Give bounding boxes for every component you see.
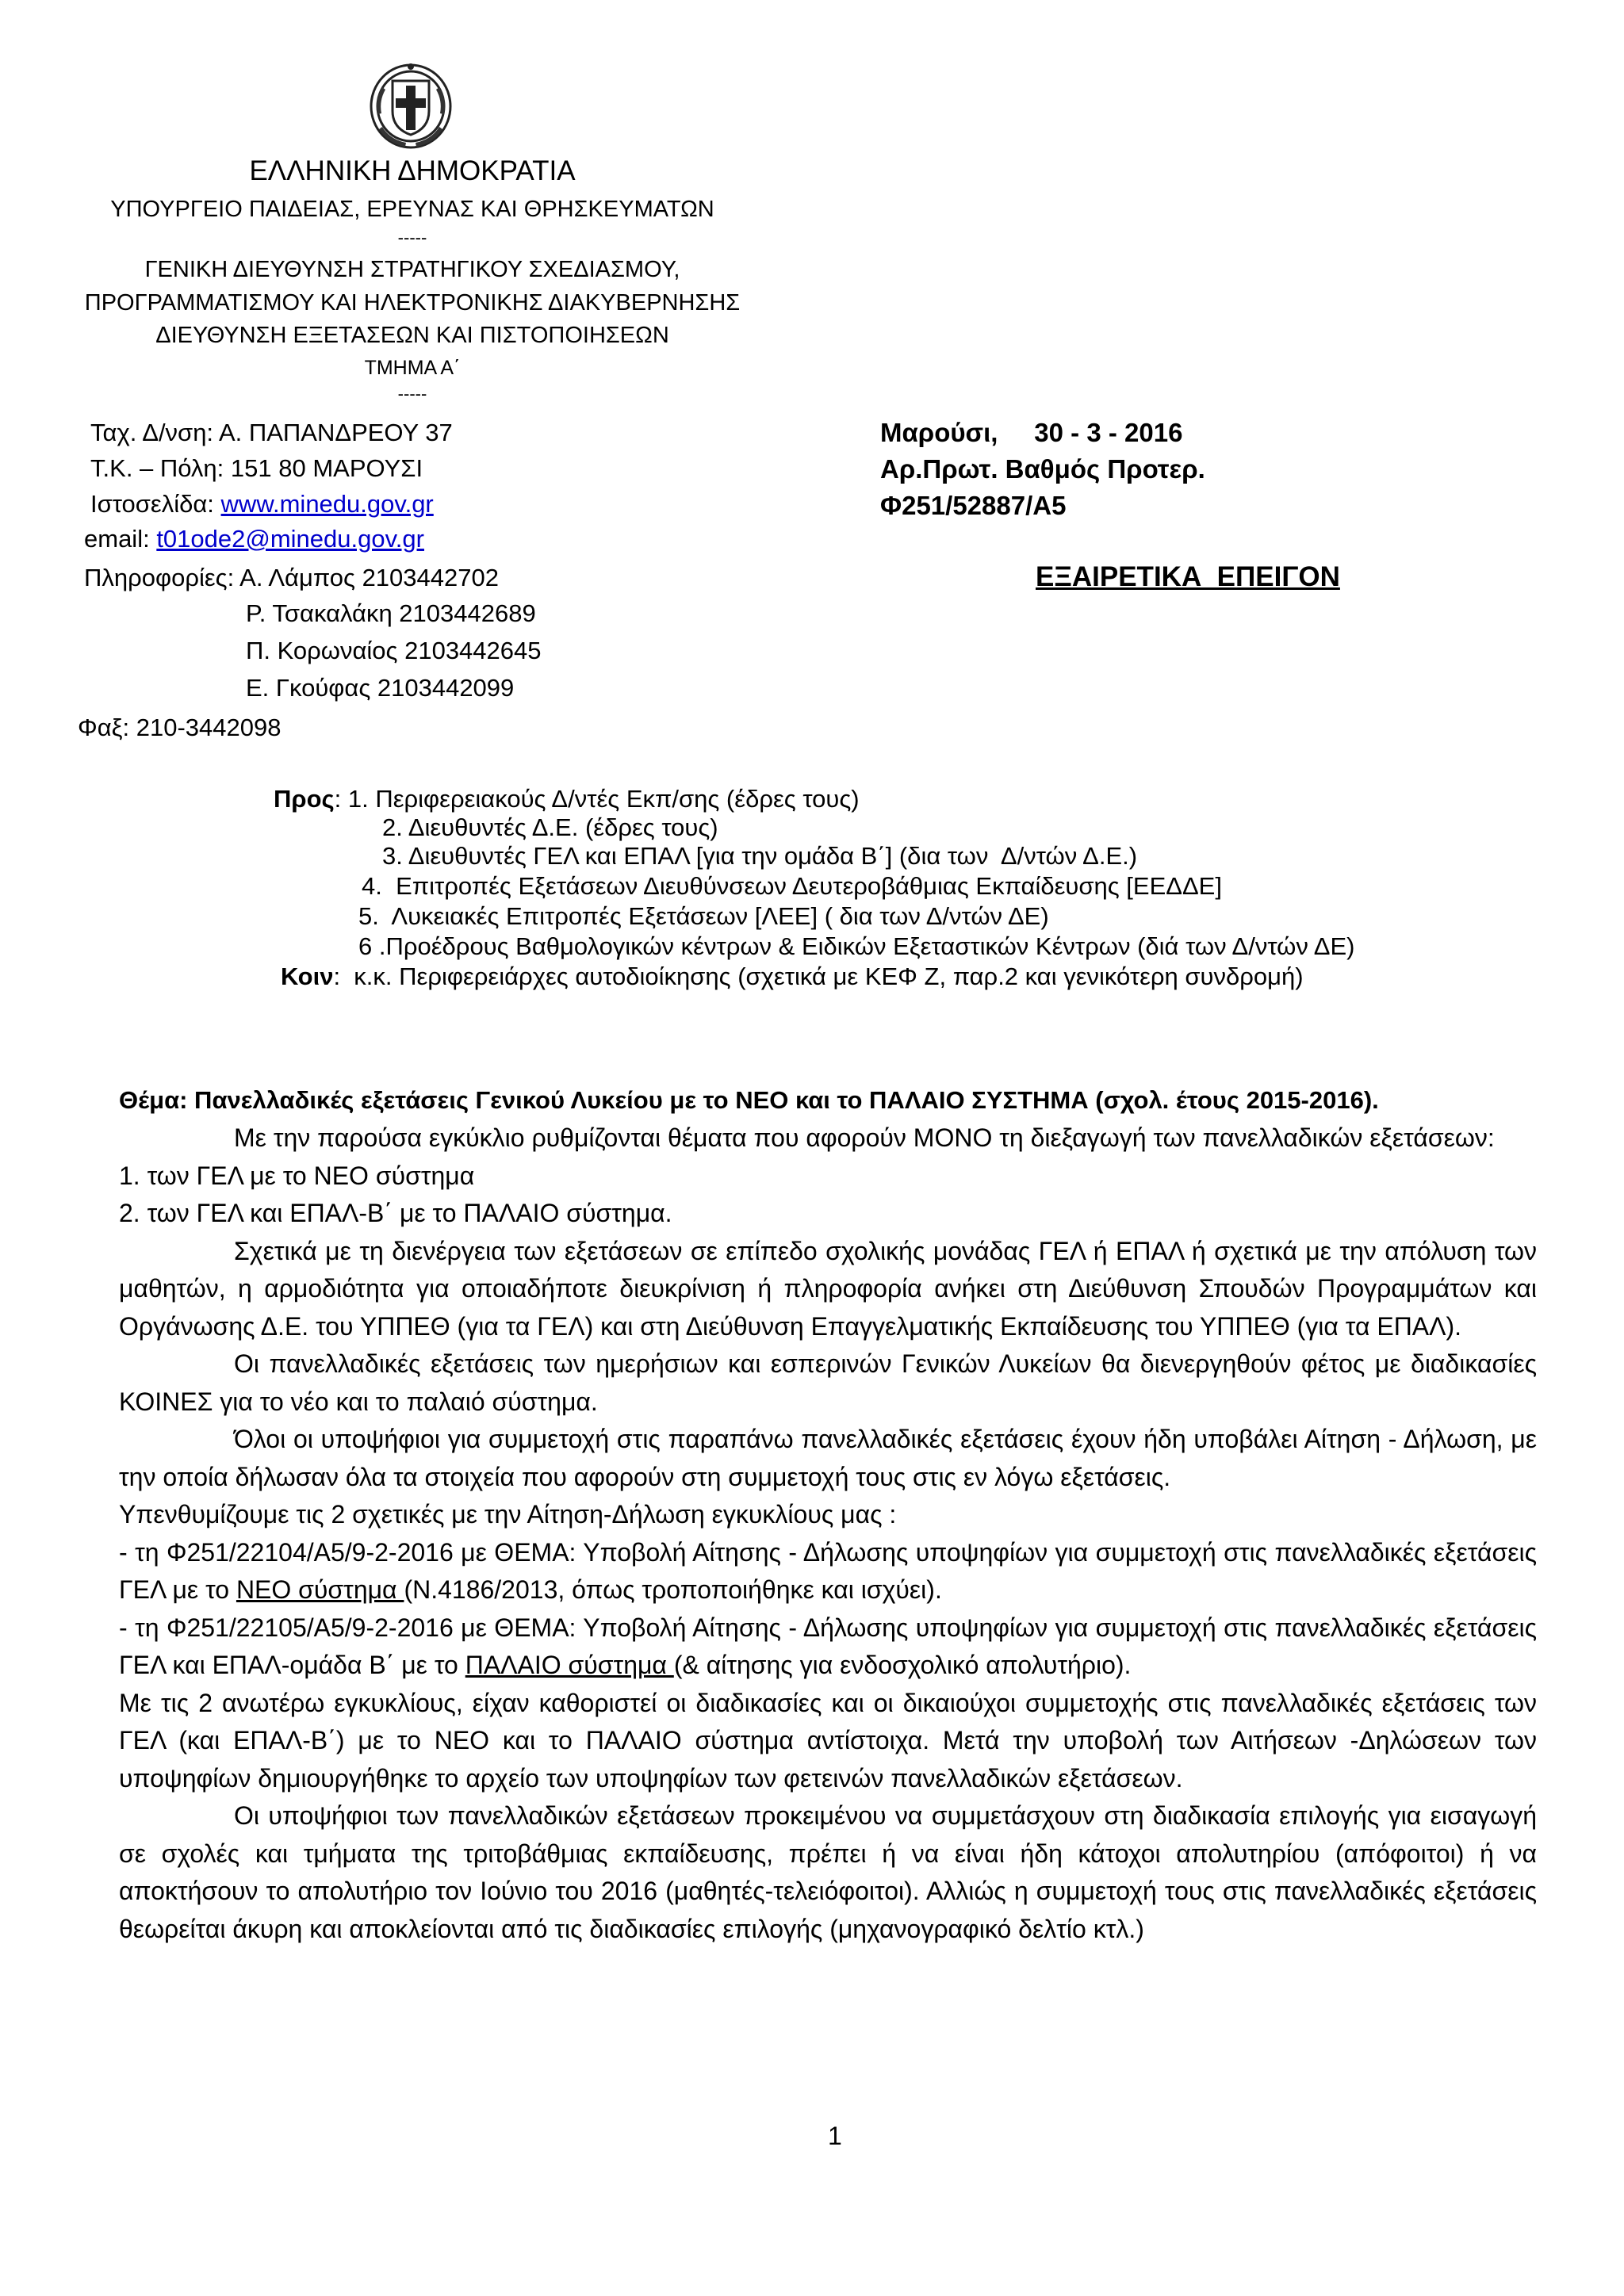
paragraph-applications: Όλοι οι υποψήφιοι για συμμετοχή στις παραπάνω πανελλαδικές εξετάσεις έχουν ήδη υποβάλει Αίτηση - Δήλωση, με την οποία δήλωσαν όλα τα στοιχεία που αφορούν στη συμμετοχή τους στις εν λόγω εξετάσεις. xyxy=(119,1425,1537,1491)
recipient-1: : 1. Περιφερειακούς Δ/ντές Εκπ/σης (έδρες τους) xyxy=(334,785,860,813)
website-line xyxy=(90,488,434,520)
info-contact-1: Πληροφορίες: Α. Λάμπος 2103442702 xyxy=(84,564,499,591)
header-separator: ----- xyxy=(397,384,427,404)
recipients-line-1 xyxy=(274,785,860,813)
website-link[interactable]: www.minedu.gov.gr xyxy=(220,490,434,518)
recipient-4: 4. Επιτροπές Εξετάσεων Διευθύνσεων Δευτεροβάθμιας Εκπαίδευσης [ΕΕΔΔΕ] xyxy=(362,872,1222,900)
paragraph-common-procedures: Οι πανελλαδικές εξετάσεις των ημερήσιων και εσπερινών Γενικών Λυκείων θα διενεργηθούν φέτος με διαδικασίες ΚΟΙΝΕΣ για το νέο και το παλαιό σύστημα. xyxy=(119,1349,1537,1416)
reference-new-text: - τη Φ251/22104/Α5/9-2-2016 με ΘΕΜΑ: Υποβολή Αίτησης - Δήλωσης υποψηφίων για συμμετοχή στις πανελλαδικές εξετάσεις ΓΕΛ με το xyxy=(119,1537,1537,1604)
cc-label: Κοιν xyxy=(281,962,334,990)
cc-text: : κ.κ. Περιφερειάρχες αυτοδιοίκησης (σχετικά με ΚΕΦ Ζ, παρ.2 και γενικότερη συνδρομή) xyxy=(333,962,1304,990)
email-link[interactable]: t01ode2@minedu.gov.gr xyxy=(156,525,424,553)
address: Ταχ. Δ/νση: Α. ΠΑΠΑΝΔΡΕΟΥ 37 xyxy=(90,419,453,446)
place-date: Μαρούσι, 30 - 3 - 2016 xyxy=(880,418,1183,447)
fax: Φαξ: 210-3442098 xyxy=(78,714,282,741)
list-item-new-system: 1. των ΓΕΛ με το ΝΕΟ σύστημα xyxy=(119,1161,475,1190)
general-directorate-line2: ΠΡΟΓΡΑΜΜΑΤΙΣΜΟΥ ΚΑΙ ΗΛΕΚΤΡΟΝΙΚΗΣ ΔΙΑΚΥΒΕΡΝΗΣΗΣ xyxy=(84,290,741,316)
paragraph-responsibility: Σχετικά με τη διενέργεια των εξετάσεων σε επίπεδο σχολικής μονάδας ΓΕΛ ή ΕΠΑΛ ή σχετικά με την απόλυση των μαθητών, η αρμοδιότητα για οποιαδήποτε διευκρίνιση ή πληροφορία ανήκει στη Διεύθυνση Σπουδών Προγραμμάτων και Οργάνωσης Δ.Ε. του ΥΠΠΕΘ (για τα ΓΕΛ) και στη Διεύθυνση Επαγγελματικής Εκπαίδευσης του ΥΠΠΕΘ (για τα ΕΠΑΛ). xyxy=(119,1236,1537,1341)
paragraph-reminder: Υπενθυμίζουμε τις 2 σχετικές με την Αίτηση-Δήλωση εγκυκλίους μας : xyxy=(119,1500,897,1529)
info-contact-3: Π. Κορωναίος 2103442645 xyxy=(246,637,542,664)
reference-old-text: - τη Φ251/22105/Α5/9-2-2016 με ΘΕΜΑ: Υποβολή Αίτησης - Δήλωσης υποψηφίων για συμμετοχή στις πανελλαδικές εξετάσεις ΓΕΛ και ΕΠΑΛ-ομάδα Β΄ με το xyxy=(119,1613,1537,1679)
letter-body xyxy=(119,1085,1537,1948)
reference-new-emphasis: ΝΕΟ σύστημα xyxy=(236,1575,404,1604)
reference-new-tail: (Ν.4186/2013, όπως τροποποιήθηκε και ισχύει). xyxy=(404,1575,942,1604)
ministry-name: ΥΠΟΥΡΓΕΙΟ ΠΑΙΔΕΙΑΣ, ΕΡΕΥΝΑΣ ΚΑΙ ΘΡΗΣΚΕΥΜΑΤΩΝ xyxy=(110,197,714,222)
info-contact-2: Ρ. Τσακαλάκη 2103442689 xyxy=(246,599,536,627)
list-item-old-system: 2. των ΓΕΛ και ΕΠΑΛ-Β΄ με το ΠΑΛΑΙΟ σύστημα. xyxy=(119,1199,672,1227)
urgency-label: ΕΞΑΙΡΕΤΙΚΑ ΕΠΕΙΓΟΝ xyxy=(1036,561,1340,592)
protocol-label: Αρ.Πρωτ. Βαθμός Προτερ. xyxy=(880,454,1205,484)
section-name: ΤΜΗΜΑ Α΄ xyxy=(364,357,461,379)
info-contact-4: Ε. Γκούφας 2103442099 xyxy=(246,674,515,702)
email-line xyxy=(84,523,424,555)
to-label: Προς xyxy=(274,785,335,813)
page-number: 1 xyxy=(828,2122,842,2150)
paragraph-circulars: Με τις 2 ανωτέρω εγκυκλίους, είχαν καθοριστεί οι διαδικασίες και οι δικαιούχοι συμμετοχής στις πανελλαδικές εξετάσεις των ΓΕΛ (και ΕΠΑΛ-Β΄) με το ΝΕΟ και το ΠΑΛΑΙΟ σύστημα αντίστοιχα. Μετά την υποβολή των Αιτήσεων -Δηλώσεων των υποψηφίων δημιουργήθηκε το αρχείο των υποψηφίων των φετεινών πανελλαδικών εξετάσεων. xyxy=(119,1688,1537,1793)
reference-old-tail: (& αίτησης για ενδοσχολικό απολυτήριο). xyxy=(673,1651,1132,1679)
postal-city: Τ.Κ. – Πόλη: 151 80 ΜΑΡΟΥΣΙ xyxy=(90,454,423,482)
reference-new-system xyxy=(119,1534,1537,1609)
reference-old-emphasis: ΠΑΛΑΙΟ σύστημα xyxy=(465,1651,674,1679)
subject: Θέμα: Πανελλαδικές εξετάσεις Γενικού Λυκείου με το ΝΕΟ και το ΠΑΛΑΙΟ ΣΥΣΤΗΜΑ (σχολ. έτους 2015-2016). xyxy=(119,1086,1379,1114)
reference-old-system xyxy=(119,1609,1537,1685)
website-label: Ιστοσελίδα: xyxy=(90,490,221,518)
email-label: email: xyxy=(84,525,157,553)
paragraph-eligibility: Οι υποψήφιοι των πανελλαδικών εξετάσεων προκειμένου να συμμετάσχουν στη διαδικασία επιλογής για εισαγωγή σε σχολές και τμήματα της τριτοβάθμιας εκπαίδευσης, πρέπει ή να είναι ήδη κάτοχοι απολυτηρίου (απόφοιτοι) ή να αποκτήσουν το απολυτήριο τον Ιούνιο του 2016 (μαθητές-τελειόφοιτοι). Αλλιώς η συμμετοχή τους στις πανελλαδικές εξετάσεις θεωρείται άκυρη και αποκλείονται από τις διαδικασίες επιλογής (μηχανογραφικό δελτίο κτλ.) xyxy=(119,1801,1537,1943)
directorate-name: ΔΙΕΥΘΥΝΣΗ ΕΞΕΤΑΣΕΩΝ ΚΑΙ ΠΙΣΤΟΠΟΙΗΣΕΩΝ xyxy=(155,323,669,348)
recipient-5: 5. Λυκειακές Επιτροπές Εξετάσεων [ΛΕΕ] ( δια των Δ/ντών ΔΕ) xyxy=(358,902,1049,930)
coat-of-arms-emblem xyxy=(366,59,455,151)
recipient-6: 6 .Προέδρους Βαθμολογικών κέντρων & Ειδικών Εξεταστικών Κέντρων (διά των Δ/ντών ΔΕ) xyxy=(358,932,1355,960)
cc-line xyxy=(281,962,1304,991)
general-directorate-line1: ΓΕΝΙΚΗ ΔΙΕΥΘΥΝΣΗ ΣΤΡΑΤΗΓΙΚΟΥ ΣΧΕΔΙΑΣΜΟΥ, xyxy=(144,257,680,282)
recipient-2: 2. Διευθυντές Δ.Ε. (έδρες τους) xyxy=(382,813,718,841)
header-separator: ----- xyxy=(397,228,427,247)
paragraph-intro: Με την παρούσα εγκύκλιο ρυθμίζονται θέματα που αφορούν ΜΟΝΟ τη διεξαγωγή των πανελλαδικών εξετάσεων: xyxy=(234,1123,1495,1152)
republic-title: ΕΛΛΗΝΙΚΗ ΔΗΜΟΚΡΑΤΙΑ xyxy=(249,155,576,186)
recipient-3: 3. Διευθυντές ΓΕΛ και ΕΠΑΛ [για την ομάδα Β΄] (δια των Δ/ντών Δ.Ε.) xyxy=(382,842,1138,870)
protocol-number: Φ251/52887/Α5 xyxy=(880,491,1067,520)
